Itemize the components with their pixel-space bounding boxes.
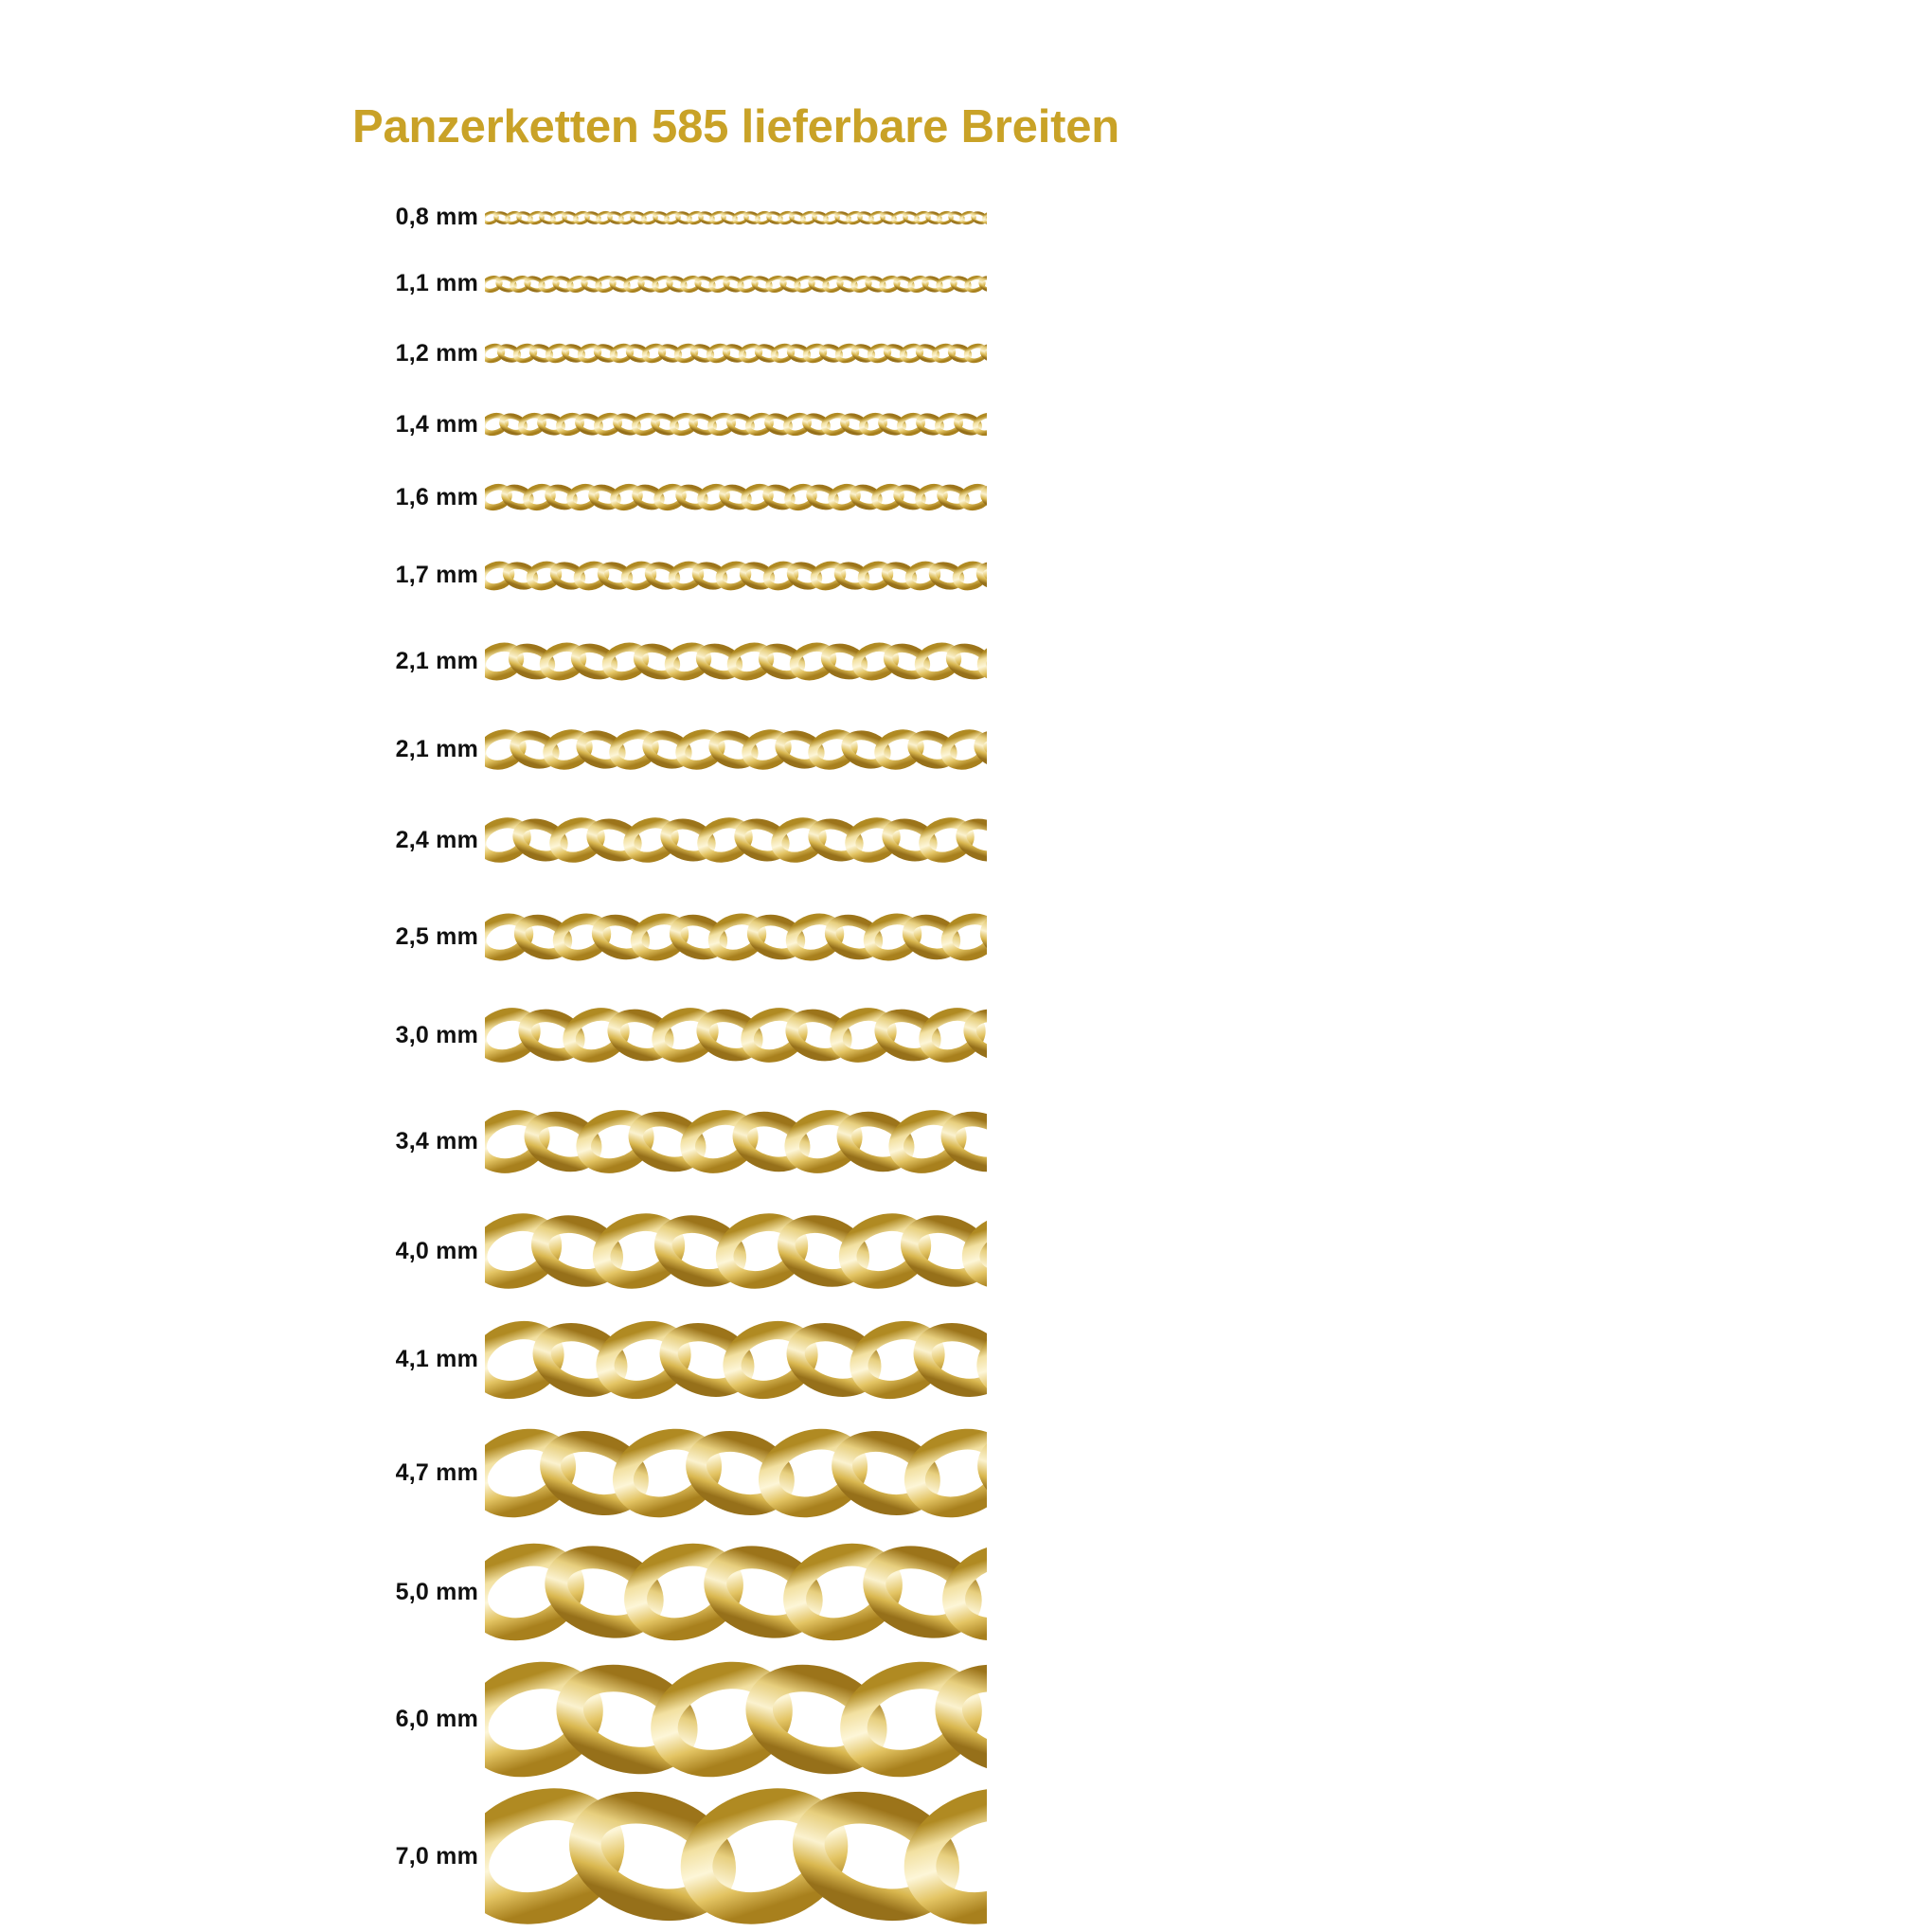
chain-sample-image (485, 1108, 987, 1175)
chain-sample-image (485, 559, 987, 593)
chain-row (0, 460, 1932, 534)
chain-row (0, 1304, 1932, 1415)
chain-row (0, 706, 1932, 793)
chain-row (0, 534, 1932, 617)
chain-row (0, 186, 1932, 249)
chain-row (0, 318, 1932, 388)
chain-width-label: 3,4 mm (395, 1127, 478, 1154)
chain-width-label: 4,7 mm (395, 1458, 478, 1486)
chain-sample-image (485, 1542, 987, 1642)
chain-sample-image (485, 1211, 987, 1291)
chain-sample-image (485, 208, 987, 227)
chain-row (0, 1530, 1932, 1654)
chain-width-list (0, 186, 1932, 1927)
chain-sample-image (485, 1787, 987, 1925)
chain-width-label: 1,4 mm (395, 410, 478, 438)
chain-sample-image (485, 273, 987, 295)
chain-row (0, 249, 1932, 318)
chain-row (0, 1654, 1932, 1785)
chain-width-label: 7,0 mm (395, 1842, 478, 1869)
chain-width-label: 1,1 mm (395, 270, 478, 296)
chain-sample-image (485, 1319, 987, 1401)
chain-row (0, 793, 1932, 887)
chain-width-label: 1,7 mm (395, 562, 478, 588)
chain-sample-image (485, 815, 987, 865)
chain-sample-image (485, 1427, 987, 1519)
chain-sample-image (485, 481, 987, 513)
chain-width-label: 2,5 mm (395, 922, 478, 950)
chain-row (0, 1084, 1932, 1198)
chain-width-label: 3,0 mm (395, 1021, 478, 1048)
chain-sample-image (485, 341, 987, 366)
chain-width-label: 5,0 mm (395, 1578, 478, 1605)
chain-row (0, 617, 1932, 706)
chain-width-label: 4,0 mm (395, 1237, 478, 1264)
chain-row (0, 388, 1932, 460)
chain-row (0, 1415, 1932, 1530)
chain-width-label: 1,2 mm (395, 339, 478, 367)
chain-width-label: 1,6 mm (395, 483, 478, 510)
chain-width-label: 2,1 mm (395, 647, 478, 674)
chain-sample-image (485, 911, 987, 963)
chain-row (0, 1785, 1932, 1927)
chain-sample-image (485, 727, 987, 772)
chain-sample-image (485, 640, 987, 683)
chain-row (0, 986, 1932, 1084)
chain-width-label: 2,1 mm (395, 735, 478, 762)
chain-width-label: 0,8 mm (395, 204, 478, 230)
chain-sample-image (485, 410, 987, 438)
chain-width-label: 4,1 mm (395, 1346, 478, 1372)
chain-width-label: 6,0 mm (395, 1706, 478, 1732)
chain-width-label: 2,4 mm (395, 826, 478, 853)
chain-sample-image (485, 1660, 987, 1779)
chain-sample-image (485, 1006, 987, 1064)
chain-row (0, 1198, 1932, 1304)
page-title: Panzerketten 585 lieferbare Breiten (352, 101, 1120, 152)
chain-row (0, 887, 1932, 986)
